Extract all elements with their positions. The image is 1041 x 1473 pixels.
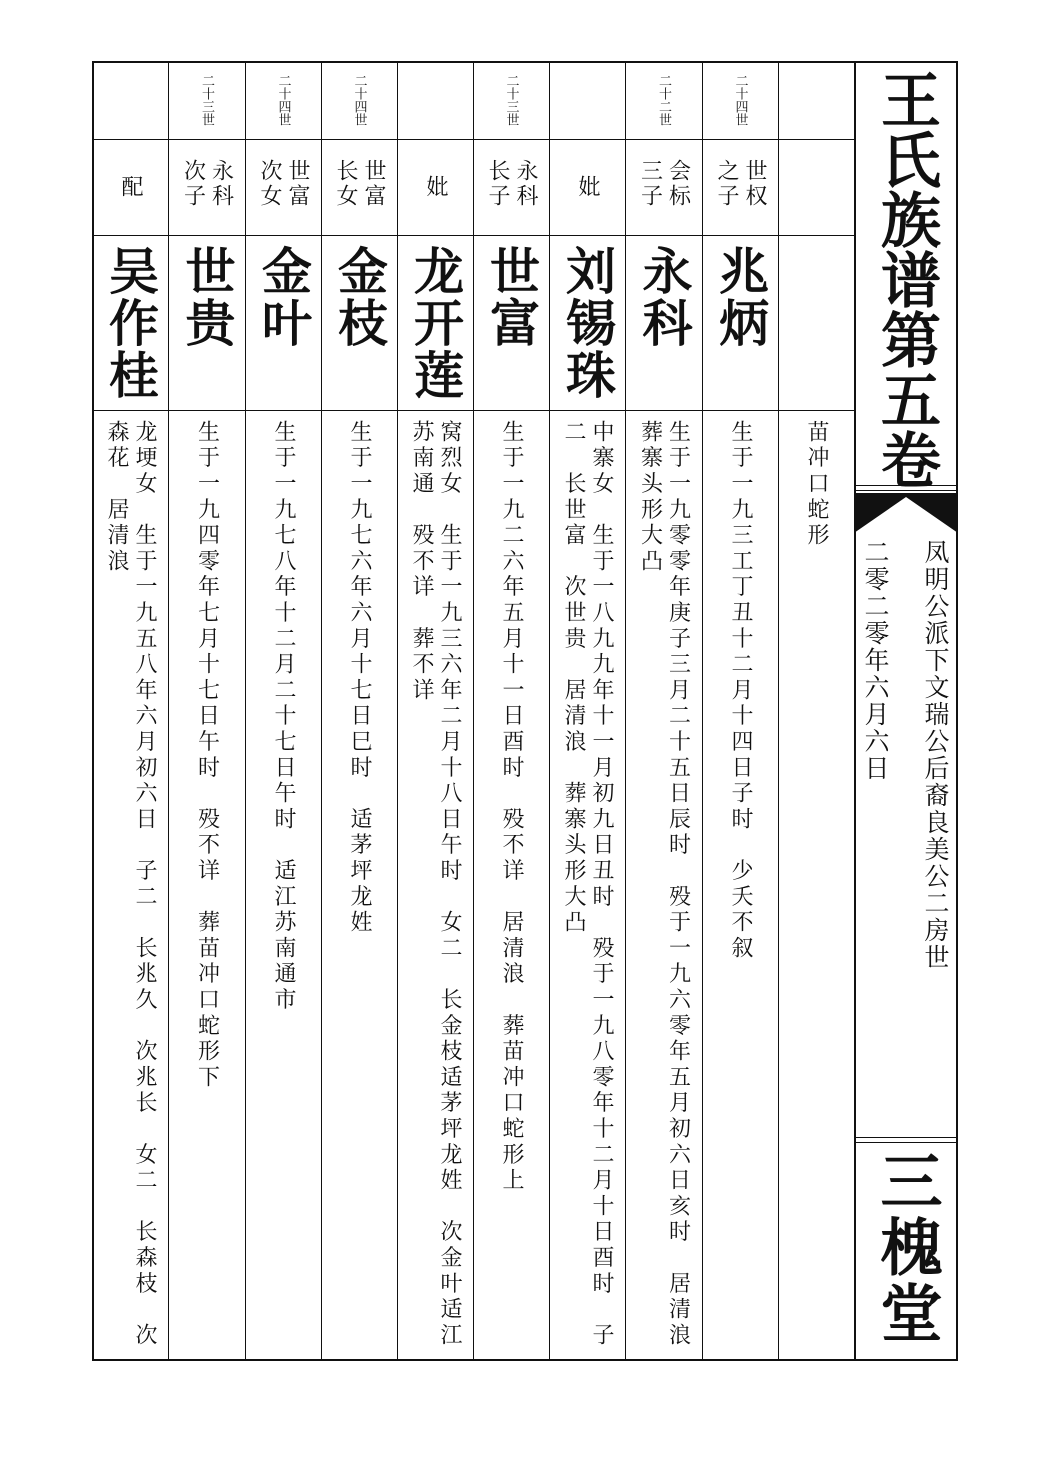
fishtail-ornament bbox=[854, 493, 958, 533]
relation-cell bbox=[321, 139, 397, 235]
lineage-subtitle-block bbox=[920, 539, 950, 1139]
person-name: 金叶 bbox=[254, 245, 312, 349]
relation-label: 世权之子 bbox=[714, 159, 767, 209]
record-column-1 bbox=[702, 61, 778, 1361]
relation-label: 配 bbox=[118, 174, 143, 200]
record-column-4 bbox=[473, 61, 549, 1361]
record-column-5 bbox=[397, 61, 473, 1361]
title-divider-top bbox=[854, 485, 958, 491]
note-cell bbox=[625, 410, 702, 1375]
generation-cell bbox=[473, 61, 549, 139]
relation-label: 永科长子 bbox=[485, 159, 538, 209]
note-cell bbox=[321, 410, 397, 1361]
name-cell bbox=[321, 235, 397, 410]
generation-cell bbox=[245, 61, 321, 139]
generation-cell bbox=[778, 61, 854, 139]
name-cell bbox=[168, 235, 245, 410]
book-title-block bbox=[854, 69, 958, 489]
record-column-0 bbox=[778, 61, 854, 1361]
relation-cell bbox=[473, 139, 549, 235]
name-cell bbox=[702, 235, 778, 410]
note-cell bbox=[473, 410, 549, 1361]
name-cell bbox=[778, 235, 854, 410]
person-name: 兆炳 bbox=[711, 245, 769, 349]
hall-name: 三槐堂 bbox=[870, 1149, 943, 1347]
compile-date-block bbox=[860, 539, 890, 782]
relation-label: 世富次女 bbox=[257, 159, 310, 209]
name-cell bbox=[473, 235, 549, 410]
relation-cell bbox=[168, 139, 245, 235]
relation-label: 妣 bbox=[575, 174, 600, 200]
note-cell bbox=[168, 410, 245, 1361]
title-column bbox=[854, 61, 958, 1361]
person-name: 永科 bbox=[634, 245, 693, 349]
biography-note: 生于一九四零年七月十七日午时 殁不详 葬苗冲口蛇形下 bbox=[194, 420, 220, 1091]
biography-note: 龙埂女 生于一九五八年六月初六日 子二 长兆久 次兆长 女二 长森枝 次森花 居清浪 bbox=[104, 420, 157, 1349]
relation-cell bbox=[92, 139, 168, 235]
generation-cell bbox=[549, 61, 625, 139]
note-cell bbox=[92, 410, 168, 1361]
biography-note: 生于一九零零年庚子三月二十五日辰时 殁于一九六零年五月初六日亥时 居清浪 葬寨头形大凸 bbox=[637, 420, 691, 1375]
generation-label: 二十三世 bbox=[503, 74, 519, 126]
relation-cell bbox=[702, 139, 778, 235]
person-name: 刘锡珠 bbox=[558, 245, 616, 401]
name-cell bbox=[245, 235, 321, 410]
title-divider-bottom bbox=[854, 1137, 958, 1143]
note-cell bbox=[245, 410, 321, 1361]
lineage-subtitle: 凤明公派下文瑞公后裔良美公二房世 bbox=[921, 539, 950, 971]
name-cell bbox=[549, 235, 625, 410]
record-column-8 bbox=[168, 61, 245, 1361]
compile-date: 二零二零年六月六日 bbox=[861, 539, 890, 782]
name-cell bbox=[397, 235, 473, 410]
book-title: 王氏族谱第五卷 bbox=[871, 69, 941, 489]
relation-label: 世富长女 bbox=[333, 159, 386, 209]
relation-cell bbox=[549, 139, 625, 235]
relation-cell bbox=[397, 139, 473, 235]
generation-label: 二十三世 bbox=[199, 74, 214, 126]
biography-note: 生于一九七六年六月十七日巳时 适茅坪龙姓 bbox=[347, 420, 372, 936]
record-column-9 bbox=[92, 61, 168, 1361]
biography-note: 窝烈女 生于一九三六年二月十八日午时 女二 长金枝适茅坪龙姓 次金叶适江苏南通 殁不详 葬不详 bbox=[409, 420, 462, 1349]
generation-label: 二十四世 bbox=[275, 74, 291, 126]
generation-cell bbox=[702, 61, 778, 139]
generation-cell bbox=[168, 61, 245, 139]
generation-cell bbox=[321, 61, 397, 139]
generation-label: 二十四世 bbox=[351, 74, 367, 126]
note-cell bbox=[549, 410, 625, 1361]
name-cell bbox=[92, 235, 168, 410]
relation-cell bbox=[625, 139, 702, 235]
record-column-7 bbox=[245, 61, 321, 1361]
note-cell bbox=[397, 410, 473, 1361]
record-column-3 bbox=[549, 61, 625, 1361]
note-cell bbox=[778, 410, 854, 1361]
generation-cell bbox=[397, 61, 473, 139]
record-column-2 bbox=[625, 61, 702, 1375]
hall-name-block bbox=[854, 1149, 958, 1347]
genealogy-page bbox=[92, 61, 958, 1375]
relation-label: 会标三子 bbox=[637, 159, 691, 209]
note-cell bbox=[702, 410, 778, 1361]
person-name: 世贵 bbox=[177, 245, 236, 349]
biography-note: 生于一九三工丁丑十二月十四日子时 少夭不叙 bbox=[728, 420, 753, 962]
biography-note: 生于一九七八年十二月二十七日午时 适江苏南通市 bbox=[271, 420, 296, 1014]
person-name: 吴作桂 bbox=[101, 245, 159, 401]
relation-cell bbox=[245, 139, 321, 235]
generation-cell bbox=[92, 61, 168, 139]
person-name: 世富 bbox=[482, 245, 540, 349]
biography-note: 中寨女 生于一八九九年十一月初九日丑时 殁于一九八零年十二月十日酉时 子二 长世富 次世贵 居清浪 葬寨头形大凸 bbox=[561, 420, 614, 1349]
person-name: 金枝 bbox=[330, 245, 388, 349]
biography-note: 生于一九二六年五月十一日酉时 殁不详 居清浪 葬苗冲口蛇形上 bbox=[499, 420, 524, 1194]
relation-label: 妣 bbox=[423, 174, 448, 200]
relation-cell bbox=[778, 139, 854, 235]
generation-label: 二十四世 bbox=[732, 74, 748, 126]
relation-label: 永科次子 bbox=[180, 159, 234, 209]
generation-cell bbox=[625, 61, 702, 139]
person-name: 龙开莲 bbox=[406, 245, 464, 401]
burial-note: 苗冲口蛇形 bbox=[804, 420, 829, 549]
name-cell bbox=[625, 235, 702, 410]
generation-label: 二十二世 bbox=[656, 74, 671, 126]
record-column-6 bbox=[321, 61, 397, 1361]
